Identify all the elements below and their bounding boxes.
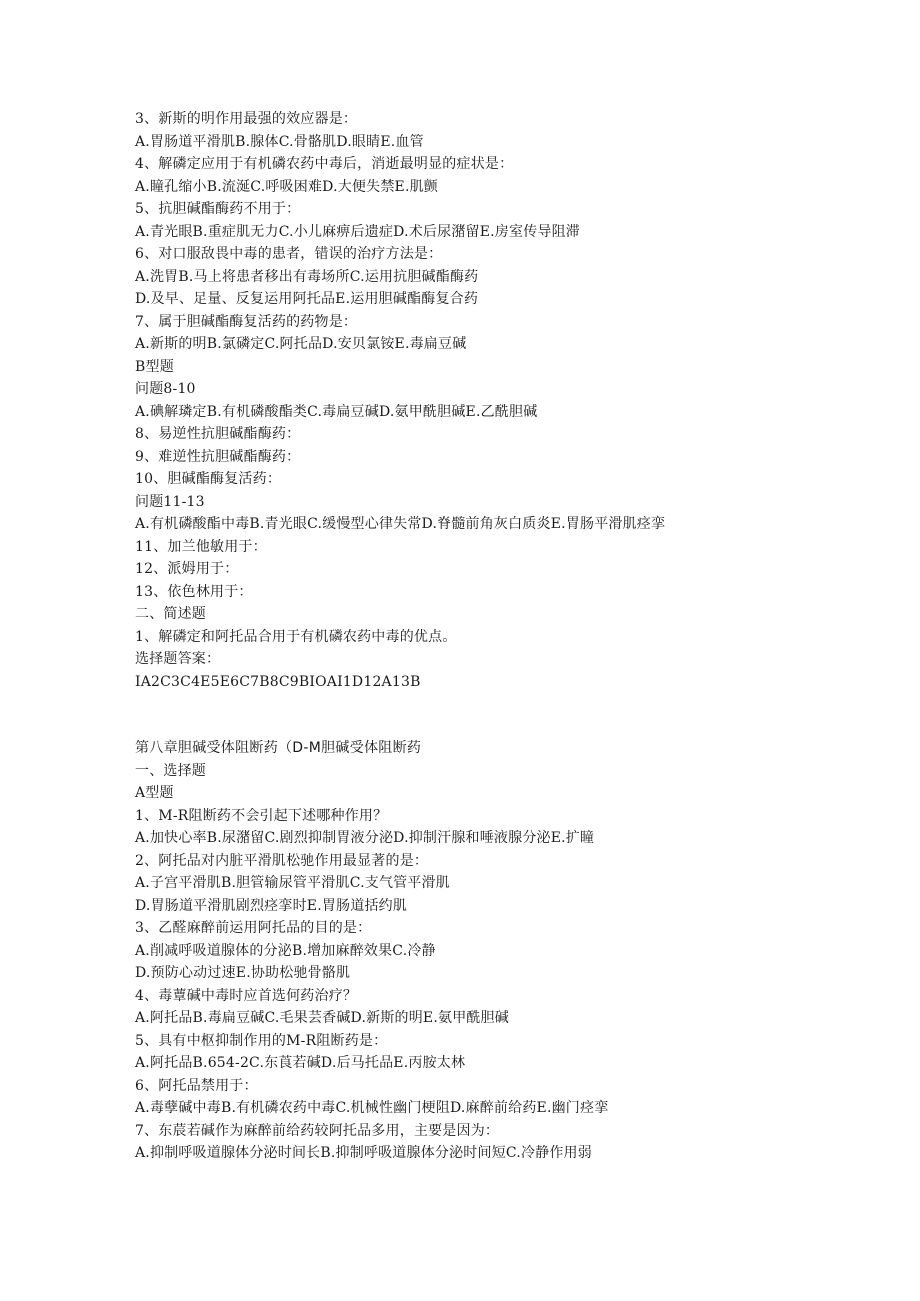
section-b-type: B型题	[135, 358, 174, 375]
short-answer-question-1: 1、解磷定和阿托品合用于有机磷农药中毒的优点。	[135, 628, 457, 645]
question-7-4: 4、解磷定应用于有机磷农药中毒后，消逝最明显的症状是：	[135, 156, 514, 172]
section-multiple-choice: 一、选择题	[135, 762, 206, 779]
question-8-7: 7、东莀若碱作为麻醉前给药较阿托品多用，主要是因为：	[135, 1122, 500, 1139]
options-8-6: A.毒孽碱中毒B.有机磷农药中毒C.机械性幽门梗阻D.麻醉前给药E.幽门痉挛	[135, 1100, 609, 1116]
options-7-7: A.新斯的明B.氯磷定C.阿托品D.安贝氯铵E.毒扁豆碱	[135, 336, 467, 352]
options-7-3: A.胃肠道平滑肌B.腺体C.骨骼肌D.眼睛E.血管	[135, 133, 424, 150]
options-8-10: A.碘解璘定B.有机磷酸酯类C.毒扁豆碱D.氨甲酰胆碱E.乙酰胆碱	[135, 403, 538, 420]
question-8-6: 6、阿托品禁用于：	[135, 1077, 258, 1094]
options-8-7: A.抑制呼吸道腺体分泌时间长B.抑制呼吸道腺体分泌时间短C.冷静作用弱	[135, 1145, 592, 1161]
options-8-3-line1: A.削减呼吸道腺体的分泌B.增加麻醉效果C.冷静	[135, 942, 436, 959]
options-8-3-line2: D.预防心动过速E.协助松驰骨骼肌	[135, 965, 351, 981]
options-8-2-line2: D.胃肠道平滑肌剧烈痉挛时E.胃肠道括约肌	[135, 897, 408, 914]
question-8-1: 1、M-R阻断药不会引起下述哪种作用？	[135, 807, 388, 824]
question-7-5: 5、抗胆碱酯酶药不用于：	[135, 201, 301, 217]
section-short-answer: 二、简述题	[135, 606, 206, 622]
options-7-5: A.青光眼B.重症肌无力C.小儿麻痹后遗症D.术后尿潴留E.房室传导阻滞	[135, 223, 581, 240]
question-7-6: 6、对口服敌畏中毒的患者，错误的治疗方法是：	[135, 246, 443, 262]
answers-heading: 选择题答案：	[135, 651, 221, 667]
options-7-4: A.瞳孔缩小B.流涎C.呼吸困难D.大便失禁E.肌颤	[135, 178, 439, 195]
question-group-11-13: 问题11-13	[135, 493, 205, 510]
options-8-4: A.阿托品B.毒扁豆碱C.毛果芸香碱D.新斯的明E.氨甲酰胆碱	[135, 1010, 510, 1026]
question-7-12: 12、派姆用于：	[135, 561, 239, 577]
question-8-5: 5、具有中枢抑制作用的M-R阻断药是：	[135, 1032, 388, 1049]
chapter-seven-questions	[135, 108, 895, 693]
question-7-8: 8、易逆性抗胆碱酯酶药：	[135, 426, 301, 442]
question-group-8-10: 问题8-10	[135, 381, 196, 397]
question-7-11: 11、加兰他敏用于：	[135, 538, 267, 555]
chapter-eight-questions	[135, 737, 895, 1165]
question-7-9: 9、难逆性抗胆碱酯酶药：	[135, 448, 301, 465]
options-7-6-line2: D.及早、足量、反复运用阿托品E.运用胆碱酯酶复合药	[135, 291, 479, 307]
question-7-13: 13、依色林用于：	[135, 583, 253, 600]
answers-key: IA2C3C4E5E6C7B8C9BIOAI1D12A13B	[135, 673, 421, 690]
options-8-2-line1: A.子宫平滑肌B.胆管输尿管平滑肌C.支气管平滑肌	[135, 875, 450, 891]
question-7-3: 3、新斯的明作用最强的效应器是：	[135, 111, 358, 127]
options-8-1: A.加快心率B.尿潴留C.剧烈抑制胃液分泌D.抑制汗腺和唾液腺分泌E.扩瞳	[135, 830, 595, 846]
options-11-13: A.有机磷酸酯中毒B.青光眼C.缓慢型心律失常D.脊髓前角灰白质炎E.胃肠平滑肌痉挛	[135, 516, 666, 532]
question-7-10: 10、胆碱酯酶复活药：	[135, 471, 282, 487]
options-8-5: A.阿托品B.654-2C.东莨若碱D.后马托品E.丙胺太林	[135, 1055, 466, 1071]
question-7-7: 7、属于胆碱酯酶复活药的药物是：	[135, 313, 358, 330]
chapter-title: 第八章胆碱受体阻断药（D-M胆碱受体阻断药	[135, 740, 422, 756]
options-7-6-line1: A.洗胃B.马上将患者移出有毒场所C.运用抗胆碱酯酶药	[135, 268, 479, 285]
section-a-type: A型题	[135, 785, 174, 801]
question-8-4: 4、毒蕈碱中毒时应首选何药治疗？	[135, 987, 358, 1004]
question-8-2: 2、阿托品对内脏平滑肌松驰作用最显著的是：	[135, 852, 429, 869]
question-8-3: 3、乙醛麻醉前运用阿托品的目的是：	[135, 920, 372, 936]
